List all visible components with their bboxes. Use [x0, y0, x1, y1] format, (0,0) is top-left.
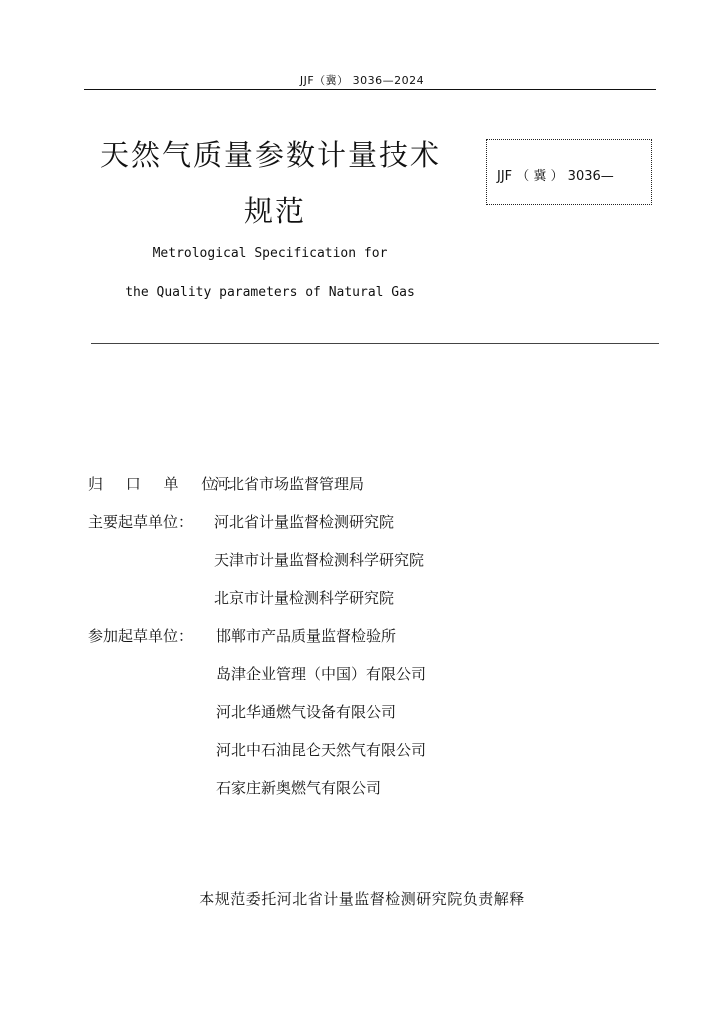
main-drafting-unit: 河北省计量监督检测研究院	[214, 513, 395, 531]
code-box-text: JJF （ 冀 ） 3036—	[497, 169, 614, 184]
centralized-unit-label: 归 口 单 位：	[88, 475, 250, 493]
section-divider	[91, 343, 659, 344]
participating-unit: 河北中石油昆仑天然气有限公司	[216, 741, 427, 759]
main-drafting-unit: 北京市计量检测科学研究院	[214, 589, 395, 607]
header-rule	[84, 89, 656, 90]
code-box	[486, 139, 652, 205]
title-line-1: 天然气质量参数计量技术	[100, 138, 442, 172]
participating-drafting-label: 参加起草单位：	[88, 627, 194, 645]
english-title-line-1: Metrological Specification for	[152, 246, 388, 261]
participating-unit: 岛津企业管理（中国）有限公司	[216, 665, 427, 683]
english-title-line-2: the Quality parameters of Natural Gas	[125, 285, 415, 300]
header-code: JJF（冀） 3036—2024	[299, 74, 425, 87]
main-drafting-label: 主要起草单位：	[88, 513, 194, 531]
participating-unit: 邯郸市产品质量监督检验所	[216, 627, 397, 645]
participating-unit: 河北华通燃气设备有限公司	[216, 703, 397, 721]
main-drafting-unit: 天津市计量监督检测科学研究院	[214, 551, 425, 569]
centralized-unit: 河北省市场监督管理局	[214, 475, 365, 493]
participating-unit: 石家庄新奥燃气有限公司	[216, 779, 382, 797]
title-line-2: 规范	[244, 194, 307, 228]
interpretation-note: 本规范委托河北省计量监督检测研究院负责解释	[199, 890, 525, 908]
